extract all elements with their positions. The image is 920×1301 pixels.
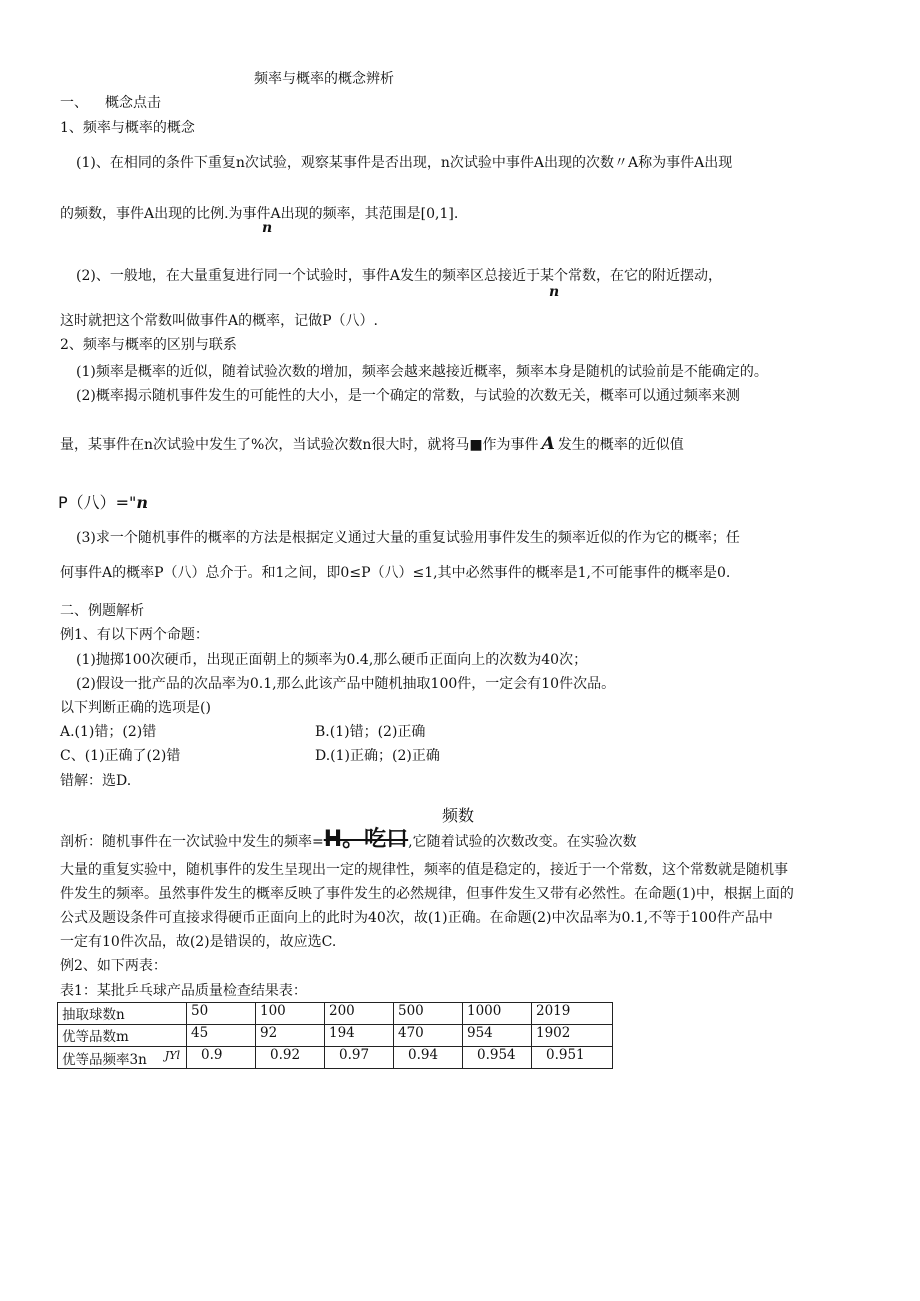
table-cell: 92 bbox=[256, 1025, 325, 1047]
table-cell: 0.951 bbox=[532, 1047, 613, 1069]
table-row bbox=[58, 1003, 613, 1025]
difference-1: (1)频率是概率的近似，随着试验次数的增加，频率会越来越接近概率，频率本身是随机的试验前是不能确定的。 bbox=[76, 364, 768, 380]
row-label-top-grade-count: 优等品数m bbox=[58, 1025, 187, 1047]
analysis-text-b: ,它随着试验的次数改变。在实验次数 bbox=[408, 834, 637, 850]
concept-1-line-2: 的频数，事件A出现的比例.为事件A出现的频率，其范围是[0,1]. bbox=[60, 206, 459, 222]
section-2-heading: 二、例题解析 bbox=[60, 603, 144, 619]
example-1-question: 以下判断正确的选项是() bbox=[60, 700, 211, 716]
table-row bbox=[58, 1047, 613, 1069]
table-cell: 0.94 bbox=[394, 1047, 463, 1069]
table-cell: 100 bbox=[256, 1003, 325, 1025]
concept-2-line-1: (2)、一般地，在大量重复进行同一个试验时，事件A发生的频率区总接近于某个常数，在它的附近摆动， bbox=[76, 268, 722, 284]
table-cell: 0.92 bbox=[256, 1047, 325, 1069]
table-cell: 500 bbox=[394, 1003, 463, 1025]
option-a: A.(1)错；(2)错 bbox=[60, 724, 157, 740]
concept-1-line-1: (1)、在相同的条件下重复n次试验，观察某事件是否出现，n次试验中事件A出现的次数〃A称为事件A出现 bbox=[76, 155, 733, 171]
row-label-sample-size: 抽取球数n bbox=[58, 1003, 187, 1025]
table-cell: 1902 bbox=[532, 1025, 613, 1047]
fraction-denominator-n-2: n bbox=[549, 284, 560, 300]
concept-2-line-2: 这时就把这个常数叫做事件A的概率，记做P（八）. bbox=[60, 313, 378, 329]
table-cell: 50 bbox=[187, 1003, 256, 1025]
row-label-text: 优等品频率3n bbox=[62, 1052, 147, 1068]
subsection-1-heading: 1、频率与概率的概念 bbox=[60, 120, 195, 136]
difference-2-line-1: (2)概率揭示随机事件发生的可能性的大小，是一个确定的常数，与试验的次数无关，概率可以通过频率来测 bbox=[76, 388, 740, 404]
table-cell: 200 bbox=[325, 1003, 394, 1025]
formula-lhs: P（八）=" bbox=[58, 493, 137, 512]
difference-2-line-2 bbox=[60, 434, 684, 455]
analysis-paragraph-2: 件发生的频率。虽然事件发生的概率反映了事件发生的必然规律，但事件发生又带有必然性。在命题(1)中，根据上面的 bbox=[60, 886, 794, 902]
difference-2-text-a: 量，某事件在n次试验中发生了%次，当试验次数n很大时，就将马■作为事件 bbox=[60, 437, 539, 453]
option-d: D.(1)正确；(2)正确 bbox=[315, 748, 440, 764]
analysis-paragraph-3: 公式及题设条件可直接求得硬币正面向上的此时为40次，故(1)正确。在命题(2)中次品率为0.1,不等于100件产品中 bbox=[60, 910, 773, 926]
table-cell: 1000 bbox=[463, 1003, 532, 1025]
row-label-superscript: JYl bbox=[164, 1049, 180, 1062]
method-line-1: (3)求一个随机事件的概率的方法是根据定义通过大量的重复试验用事件发生的频率近似的作为它的概率；任 bbox=[76, 530, 740, 546]
example-1-proposition-1: (1)抛掷100次硬币，出现正面朝上的频率为0.4,那么硬币正面向上的次数为40次； bbox=[76, 652, 588, 668]
quality-check-table bbox=[57, 1002, 613, 1069]
analysis-paragraph-4: 一定有10件次品，故(2)是错误的，故应选C. bbox=[60, 934, 337, 950]
table-cell: 2019 bbox=[532, 1003, 613, 1025]
example-1-proposition-2: (2)假设一批产品的次品率为0.1,那么此该产品中随机抽取100件，一定会有10件次品。 bbox=[76, 676, 616, 692]
row-label-top-grade-frequency bbox=[58, 1047, 187, 1069]
fraction-denominator-n: n bbox=[262, 220, 273, 236]
analysis-text-a: 剖析：随机事件在一次试验中发生的频率= bbox=[60, 834, 324, 850]
event-a-symbol: A bbox=[541, 434, 555, 454]
option-c: C、(1)正确了(2)错 bbox=[60, 748, 181, 764]
example-1-intro: 例1、有以下两个命题： bbox=[60, 627, 209, 643]
analysis-handwritten: H。吃口 bbox=[323, 827, 409, 852]
section-1-heading: 概念点击 bbox=[105, 95, 161, 111]
page-title: 频率与概率的概念辨析 bbox=[254, 71, 394, 87]
difference-2-text-b: 发生的概率的近似值 bbox=[557, 437, 684, 453]
wrong-answer: 错解：选D. bbox=[60, 773, 132, 789]
analysis-paragraph-1: 大量的重复实验中，随机事件的发生呈现出一定的规律性，频率的值是稳定的，接近于一个常数，这个常数就是随机事 bbox=[60, 862, 788, 878]
table-cell: 0.97 bbox=[325, 1047, 394, 1069]
section-1-number: 一、 bbox=[60, 95, 88, 111]
table-title: 表1：某批乒乓球产品质量检查结果表： bbox=[60, 983, 307, 999]
option-b: B.(1)错；(2)正确 bbox=[315, 724, 426, 740]
probability-formula bbox=[58, 493, 148, 513]
frequency-count-label: 频数 bbox=[442, 806, 475, 825]
formula-n: n bbox=[136, 493, 149, 512]
table-cell: 954 bbox=[463, 1025, 532, 1047]
table-cell: 470 bbox=[394, 1025, 463, 1047]
analysis-line bbox=[60, 826, 637, 854]
table-cell: 0.954 bbox=[463, 1047, 532, 1069]
table-row bbox=[58, 1025, 613, 1047]
subsection-2-heading: 2、频率与概率的区别与联系 bbox=[60, 337, 237, 353]
table-cell: 45 bbox=[187, 1025, 256, 1047]
table-cell: 194 bbox=[325, 1025, 394, 1047]
table-cell: 0.9 bbox=[187, 1047, 256, 1069]
example-2-intro: 例2、如下两表： bbox=[60, 958, 167, 974]
method-line-2: 何事件A的概率P（八）总介于。和1之间，即0≤P（八）≤1,其中必然事件的概率是1,不可能事件的概率是0. bbox=[60, 565, 731, 581]
